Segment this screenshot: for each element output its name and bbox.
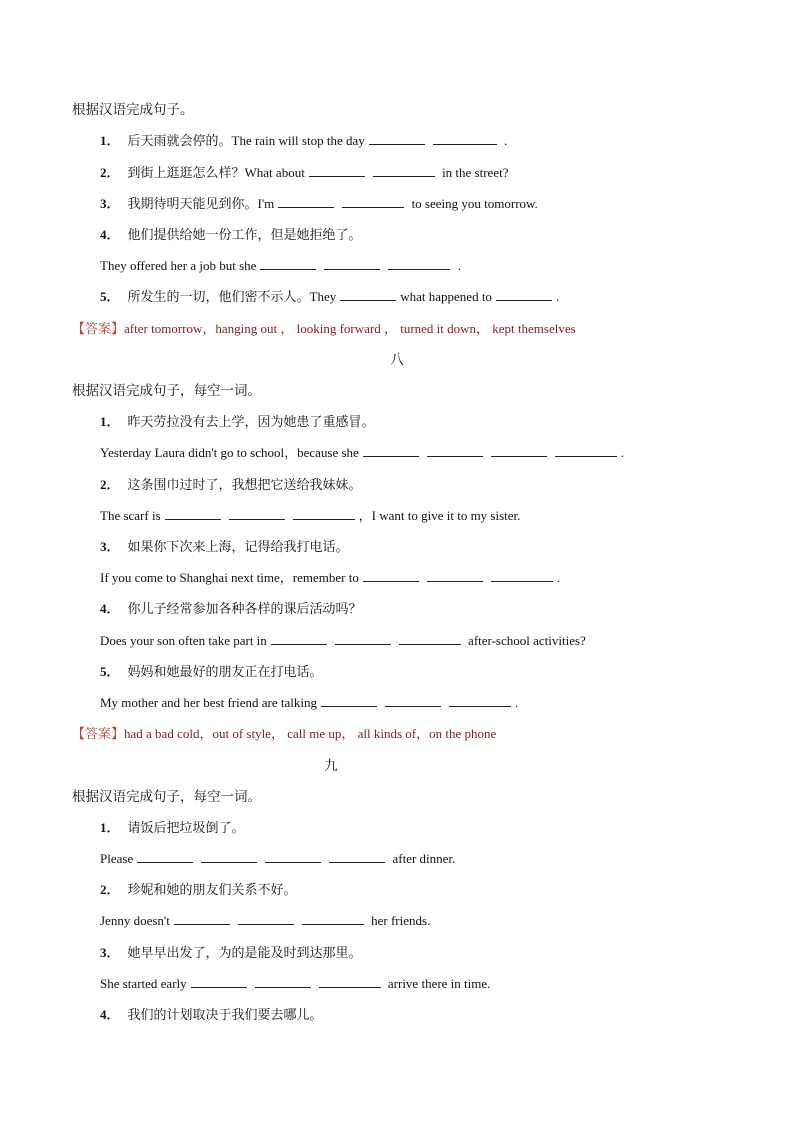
question-end: after-school activities? — [468, 633, 586, 648]
answer-blank[interactable] — [496, 287, 552, 301]
question-2-english — [100, 504, 794, 528]
answer-blank[interactable] — [309, 163, 365, 177]
answer-text: had a bad cold，out of style， call me up， all kinds of，on the phone — [124, 726, 497, 741]
answer-blank[interactable] — [165, 506, 221, 520]
question-4-english — [100, 629, 794, 653]
question-1 — [100, 129, 794, 153]
english-text: If you come to Shanghai next time，remember to — [100, 570, 359, 585]
question-3-english — [100, 972, 794, 996]
english-text: Please — [100, 851, 134, 866]
answer-line — [72, 317, 794, 341]
answer-blank[interactable] — [340, 287, 396, 301]
answer-blank[interactable] — [271, 631, 327, 645]
answer-blank[interactable] — [373, 163, 435, 177]
english-text: Jenny doesn't — [100, 913, 170, 928]
english-text: Yesterday Laura didn't go to school，because she — [100, 445, 359, 460]
question-number: 3． — [100, 945, 120, 960]
question-4 — [100, 223, 794, 247]
question-text: 这条围巾过时了，我想把它送给我妹妹。 — [127, 477, 362, 492]
english-text: She started early — [100, 976, 187, 991]
answer-blank[interactable] — [491, 443, 547, 457]
answer-blank[interactable] — [427, 443, 483, 457]
question-number: 1． — [100, 820, 120, 835]
answer-blank[interactable] — [399, 631, 461, 645]
answer-line — [72, 722, 794, 746]
answer-blank[interactable] — [238, 911, 294, 925]
section-instruction: 根据汉语完成句子。 — [72, 102, 194, 117]
question-3 — [100, 535, 794, 559]
answer-blank[interactable] — [433, 131, 497, 145]
question-number: 2． — [100, 165, 120, 180]
answer-tag: 【答案】 — [72, 321, 125, 336]
question-5 — [100, 285, 794, 309]
question-2 — [100, 473, 794, 497]
question-text: 我期待明天能见到你。I'm — [127, 196, 275, 211]
answer-blank[interactable] — [293, 506, 355, 520]
question-end: . — [556, 570, 561, 585]
answer-text: after tomorrow，hanging out ， looking forward ， turned it down， kept themselves — [124, 321, 576, 336]
answer-blank[interactable] — [319, 974, 381, 988]
answer-blank[interactable] — [302, 911, 364, 925]
question-text: 请饭后把垃圾倒了。 — [127, 820, 245, 835]
question-number: 5． — [100, 664, 120, 679]
question-end: her friends. — [371, 913, 431, 928]
question-text: 他们提供给她一份工作，但是她拒绝了。 — [127, 227, 362, 242]
section-instruction: 根据汉语完成句子，每空一词。 — [72, 383, 261, 398]
answer-blank[interactable] — [255, 974, 311, 988]
section-heading: 八 — [390, 352, 404, 367]
question-end: after dinner. — [392, 851, 456, 866]
question-4-english — [100, 254, 794, 278]
english-text: My mother and her best friend are talking — [100, 695, 317, 710]
question-number: 4． — [100, 1007, 120, 1022]
question-end: . — [503, 133, 508, 148]
question-number: 2． — [100, 882, 120, 897]
question-1-english — [100, 441, 794, 465]
answer-blank[interactable] — [329, 849, 385, 863]
question-number: 1． — [100, 414, 120, 429]
answer-blank[interactable] — [385, 693, 441, 707]
answer-blank[interactable] — [427, 568, 483, 582]
answer-blank[interactable] — [265, 849, 321, 863]
question-end: in the street? — [442, 165, 509, 180]
question-text: 她早早出发了，为的是能及时到达那里。 — [127, 945, 362, 960]
answer-blank[interactable] — [363, 443, 419, 457]
question-text: 如果你下次来上海，记得给我打电话。 — [127, 539, 349, 554]
question-text: 珍妮和她的朋友们关系不好。 — [127, 882, 297, 897]
answer-blank[interactable] — [137, 849, 193, 863]
answer-blank[interactable] — [491, 568, 553, 582]
question-1-english — [100, 847, 794, 871]
answer-blank[interactable] — [321, 693, 377, 707]
question-3-english — [100, 566, 794, 590]
answer-blank[interactable] — [449, 693, 511, 707]
section-instruction: 根据汉语完成句子，每空一词。 — [72, 789, 261, 804]
answer-blank[interactable] — [191, 974, 247, 988]
question-5-english — [100, 691, 794, 715]
question-3 — [100, 941, 794, 965]
english-text: The scarf is — [100, 508, 161, 523]
answer-blank[interactable] — [174, 911, 230, 925]
answer-blank[interactable] — [324, 256, 380, 270]
english-text: Does your son often take part in — [100, 633, 267, 648]
question-text: 昨天劳拉没有去上学，因为她患了重感冒。 — [127, 414, 375, 429]
question-text: 你儿子经常参加各种各样的课后活动吗？ — [127, 601, 362, 616]
answer-blank[interactable] — [229, 506, 285, 520]
answer-blank[interactable] — [335, 631, 391, 645]
question-text: 到街上逛逛怎么样？What about — [127, 165, 305, 180]
question-end: to seeing you tomorrow. — [411, 196, 538, 211]
question-text: 后天雨就会停的。The rain will stop the day — [127, 133, 365, 148]
question-number: 2． — [100, 477, 120, 492]
english-text: They offered her a job but she — [100, 258, 257, 273]
question-4 — [100, 1003, 794, 1027]
question-text: 所发生的一切，他们密不示人。They — [127, 289, 337, 304]
question-5 — [100, 660, 794, 684]
question-text: 妈妈和她最好的朋友正在打电话。 — [127, 664, 323, 679]
question-number: 4． — [100, 227, 120, 242]
answer-tag: 【答案】 — [72, 726, 125, 741]
answer-blank[interactable] — [201, 849, 257, 863]
question-end: . — [555, 289, 560, 304]
question-number: 1． — [100, 133, 120, 148]
answer-blank[interactable] — [369, 131, 425, 145]
question-end: . — [457, 258, 461, 273]
answer-blank[interactable] — [260, 256, 316, 270]
question-end: arrive there in time. — [387, 976, 491, 991]
question-number: 3． — [100, 196, 120, 211]
answer-blank[interactable] — [363, 568, 419, 582]
question-1 — [100, 410, 794, 434]
question-2 — [100, 878, 794, 902]
answer-blank[interactable] — [278, 194, 334, 208]
section-heading: 九 — [324, 758, 338, 773]
question-end: ，I want to give it to my sister. — [358, 508, 521, 523]
question-text: 我们的计划取决于我们要去哪儿。 — [127, 1007, 323, 1022]
question-end: . — [620, 445, 625, 460]
question-1 — [100, 816, 794, 840]
question-3 — [100, 192, 794, 216]
question-4 — [100, 597, 794, 621]
question-number: 4． — [100, 601, 120, 616]
answer-blank[interactable] — [388, 256, 450, 270]
answer-blank[interactable] — [342, 194, 404, 208]
answer-blank[interactable] — [555, 443, 617, 457]
question-2 — [100, 161, 794, 185]
question-number: 5． — [100, 289, 120, 304]
question-end: . — [514, 695, 519, 710]
question-2-english — [100, 909, 794, 933]
question-number: 3． — [100, 539, 120, 554]
question-mid: what happened to — [400, 289, 492, 304]
